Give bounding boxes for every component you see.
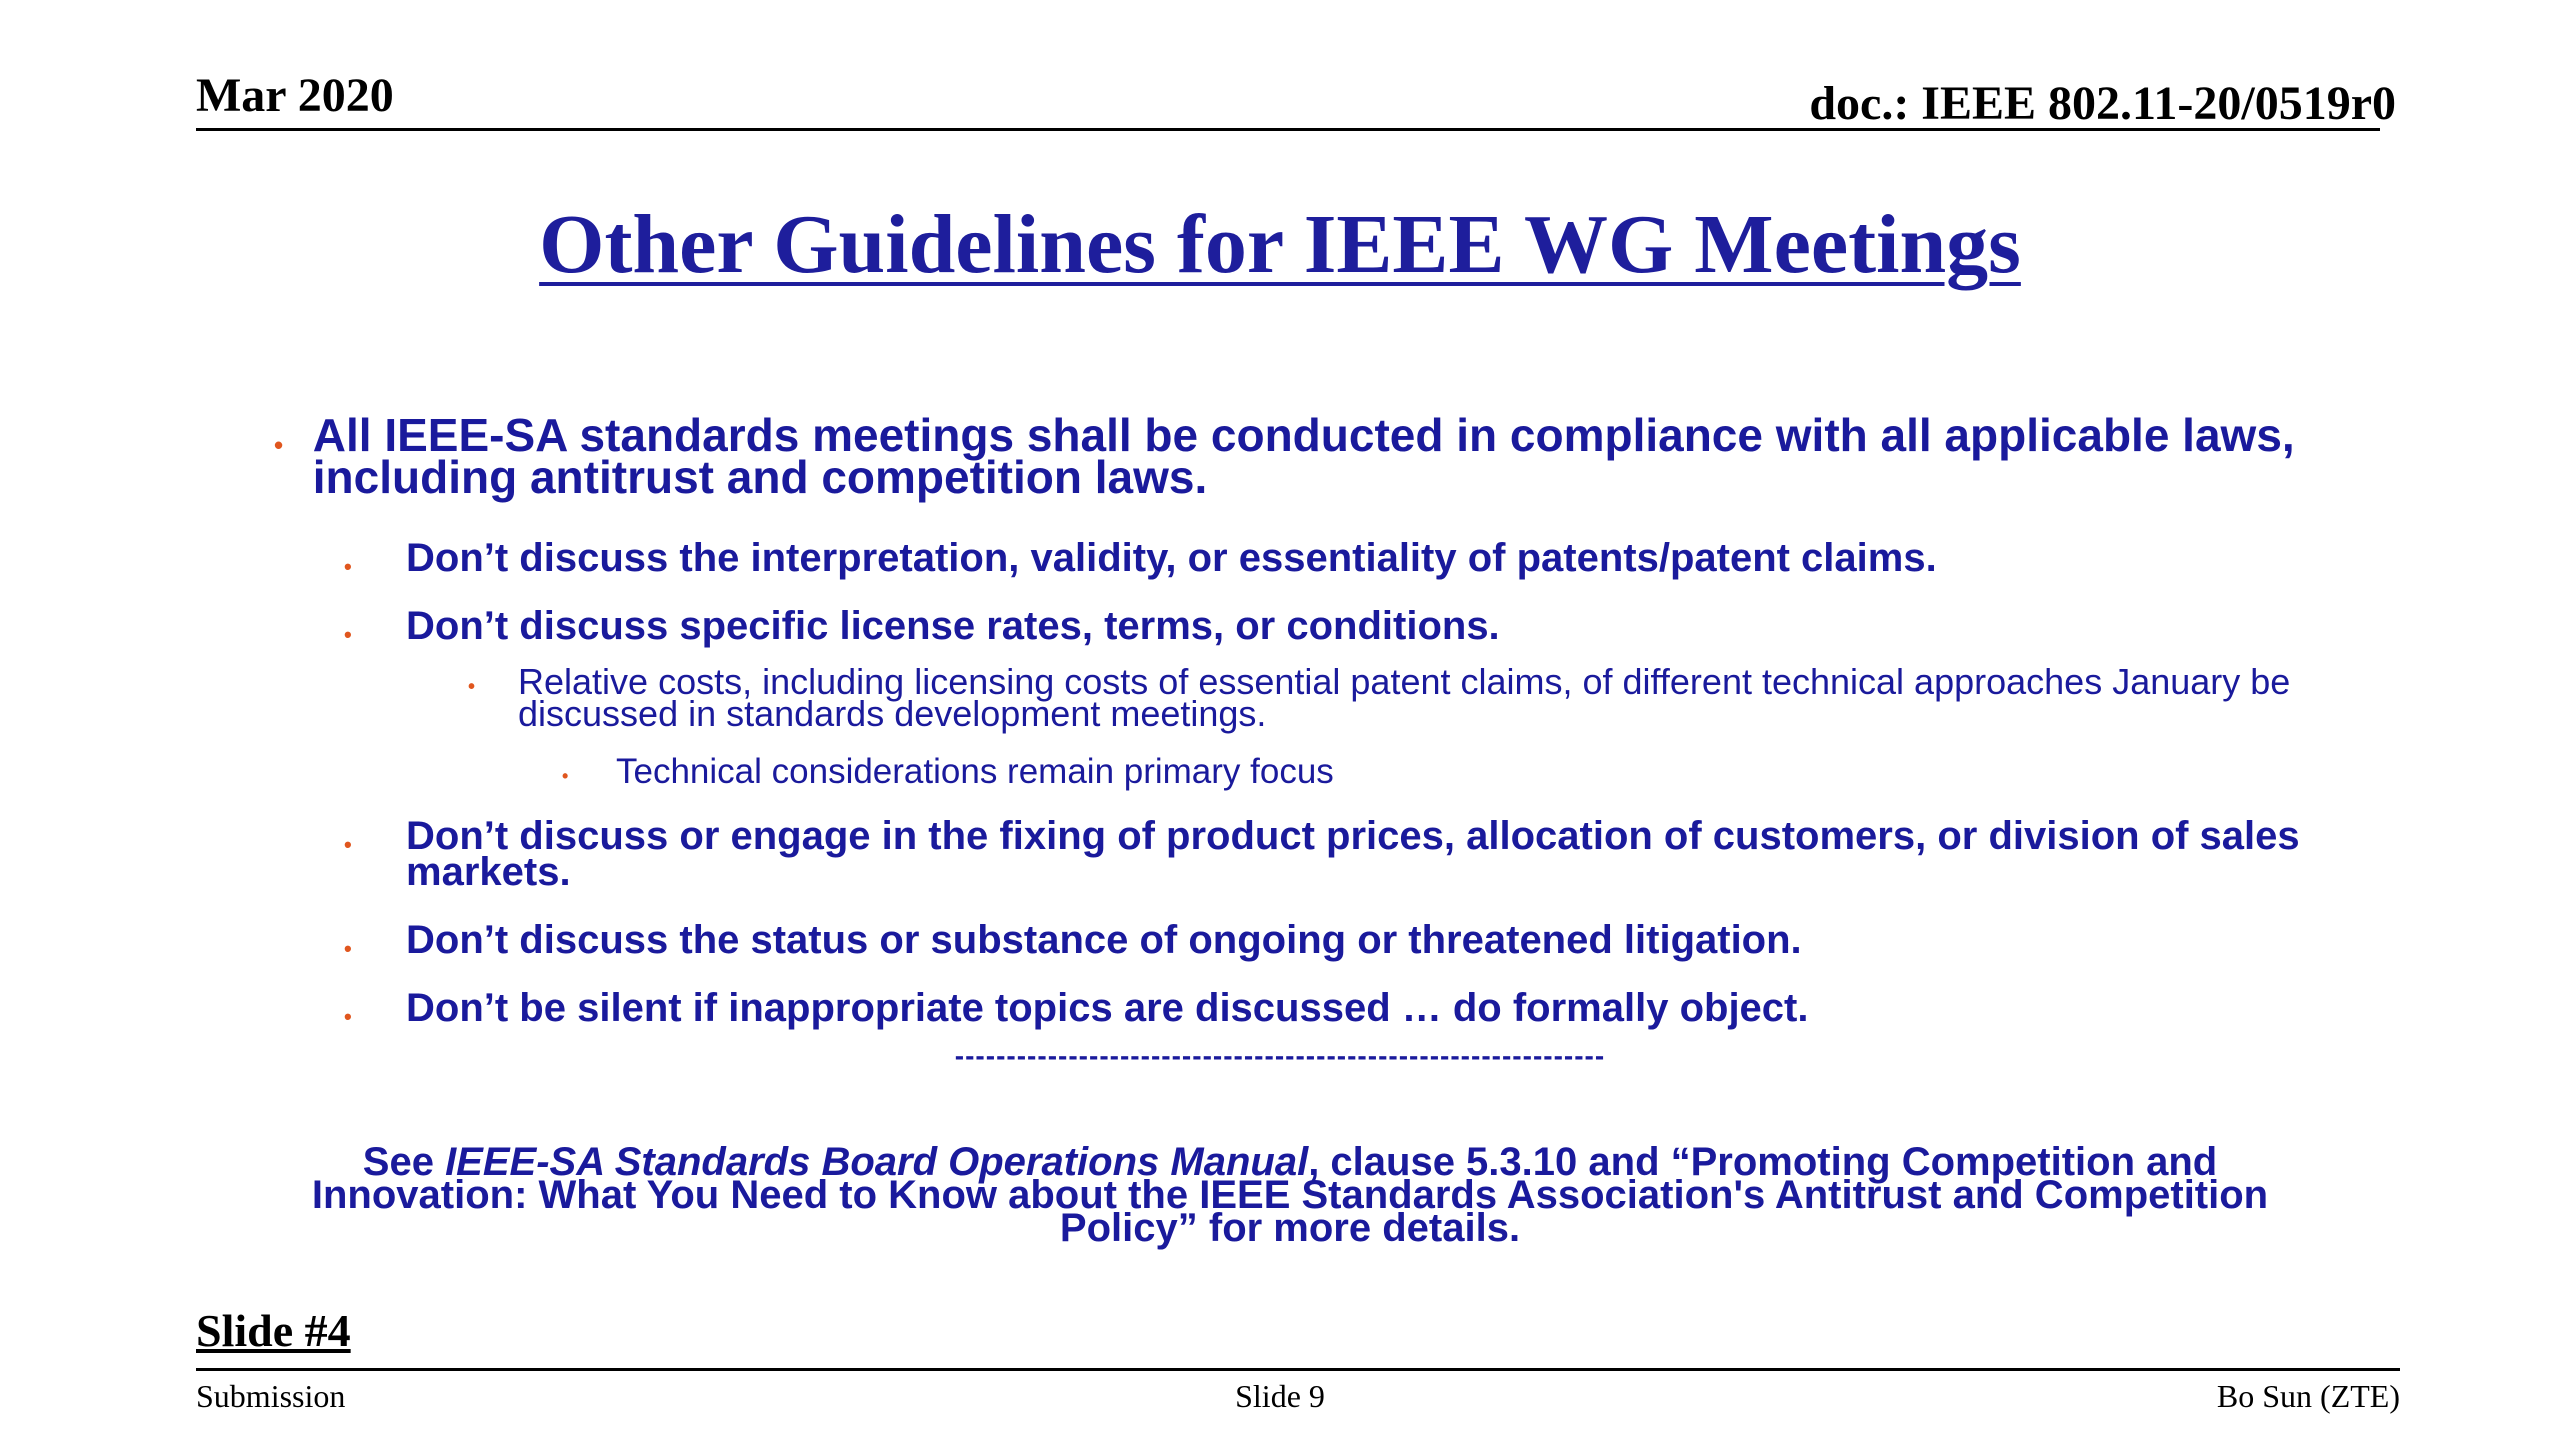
bullet-dot: •	[344, 554, 352, 579]
footer-left: Submission	[196, 1378, 346, 1414]
bullet-sub-4-text: Don’t discuss the status or substance of ongoing or threatened litigation.	[406, 918, 1802, 962]
bullet-sub-5-text: Don’t be silent if inappropriate topics are discussed … do formally object.	[406, 986, 1809, 1030]
header-date: Mar 2020	[196, 69, 394, 122]
see-also-prefix: See	[362, 1140, 446, 1184]
bullet-sub-2	[344, 604, 2386, 648]
bullet-dot: •	[562, 766, 569, 786]
bullet-sub-4	[344, 918, 2386, 962]
bullet-main	[274, 409, 2314, 503]
footer-slide-number: Slide 9	[1235, 1378, 1325, 1414]
bullet-dot: •	[344, 1004, 352, 1029]
bullet-dot: •	[344, 622, 352, 647]
bullet-dot: •	[274, 430, 284, 460]
bullet-main-text: All IEEE-SA standards meetings shall be conducted in compliance with all applicable laws, including antitrust and competition laws.	[312, 409, 2295, 503]
slide-label: Slide #4	[196, 1305, 351, 1356]
bullet-sub-2-detail	[468, 661, 2358, 734]
bullet-dot: •	[468, 676, 476, 698]
header-doc-id: doc.: IEEE 802.11-20/0519r0	[1809, 77, 2396, 130]
bullet-sub-2-detail-text: Relative costs, including licensing costs of essential patent claims, of different technical approaches January be discussed in standards development meetings.	[518, 661, 2291, 734]
bullet-dot: •	[344, 936, 352, 961]
bullet-sub-1-text: Don’t discuss the interpretation, validity, or essentiality of patents/patent claims.	[406, 536, 1937, 580]
bullet-sub-2-note	[562, 752, 1334, 791]
bullet-sub-2-note-text: Technical considerations remain primary focus	[616, 752, 1334, 791]
see-also-manual: IEEE-SA Standards Board Operations Manual	[445, 1140, 1309, 1184]
separator-line: ---------------------------------------------------------------	[954, 1040, 1606, 1071]
bullet-sub-3-text: Don’t discuss or engage in the fixing of product prices, allocation of customers, or division of sales markets.	[406, 814, 2300, 894]
bullet-sub-3	[344, 814, 2386, 894]
footer-divider	[196, 1368, 2400, 1371]
slide-title: Other Guidelines for IEEE WG Meetings	[539, 198, 2021, 291]
header-divider	[196, 128, 2380, 131]
bullet-dot: •	[344, 832, 352, 857]
bullet-sub-1	[344, 536, 2386, 580]
bullet-sub-2-text: Don’t discuss specific license rates, terms, or conditions.	[406, 604, 1500, 648]
see-also-rest: , clause 5.3.10 and “Promoting Competition and Innovation: What You Need to Know about the IEEE Standards Association's Antitrust and Competition Policy” for more details.	[311, 1140, 2269, 1250]
see-also-note	[300, 1140, 2280, 1250]
footer-author: Bo Sun (ZTE)	[2216, 1378, 2400, 1414]
bullet-sub-5	[344, 986, 2386, 1030]
